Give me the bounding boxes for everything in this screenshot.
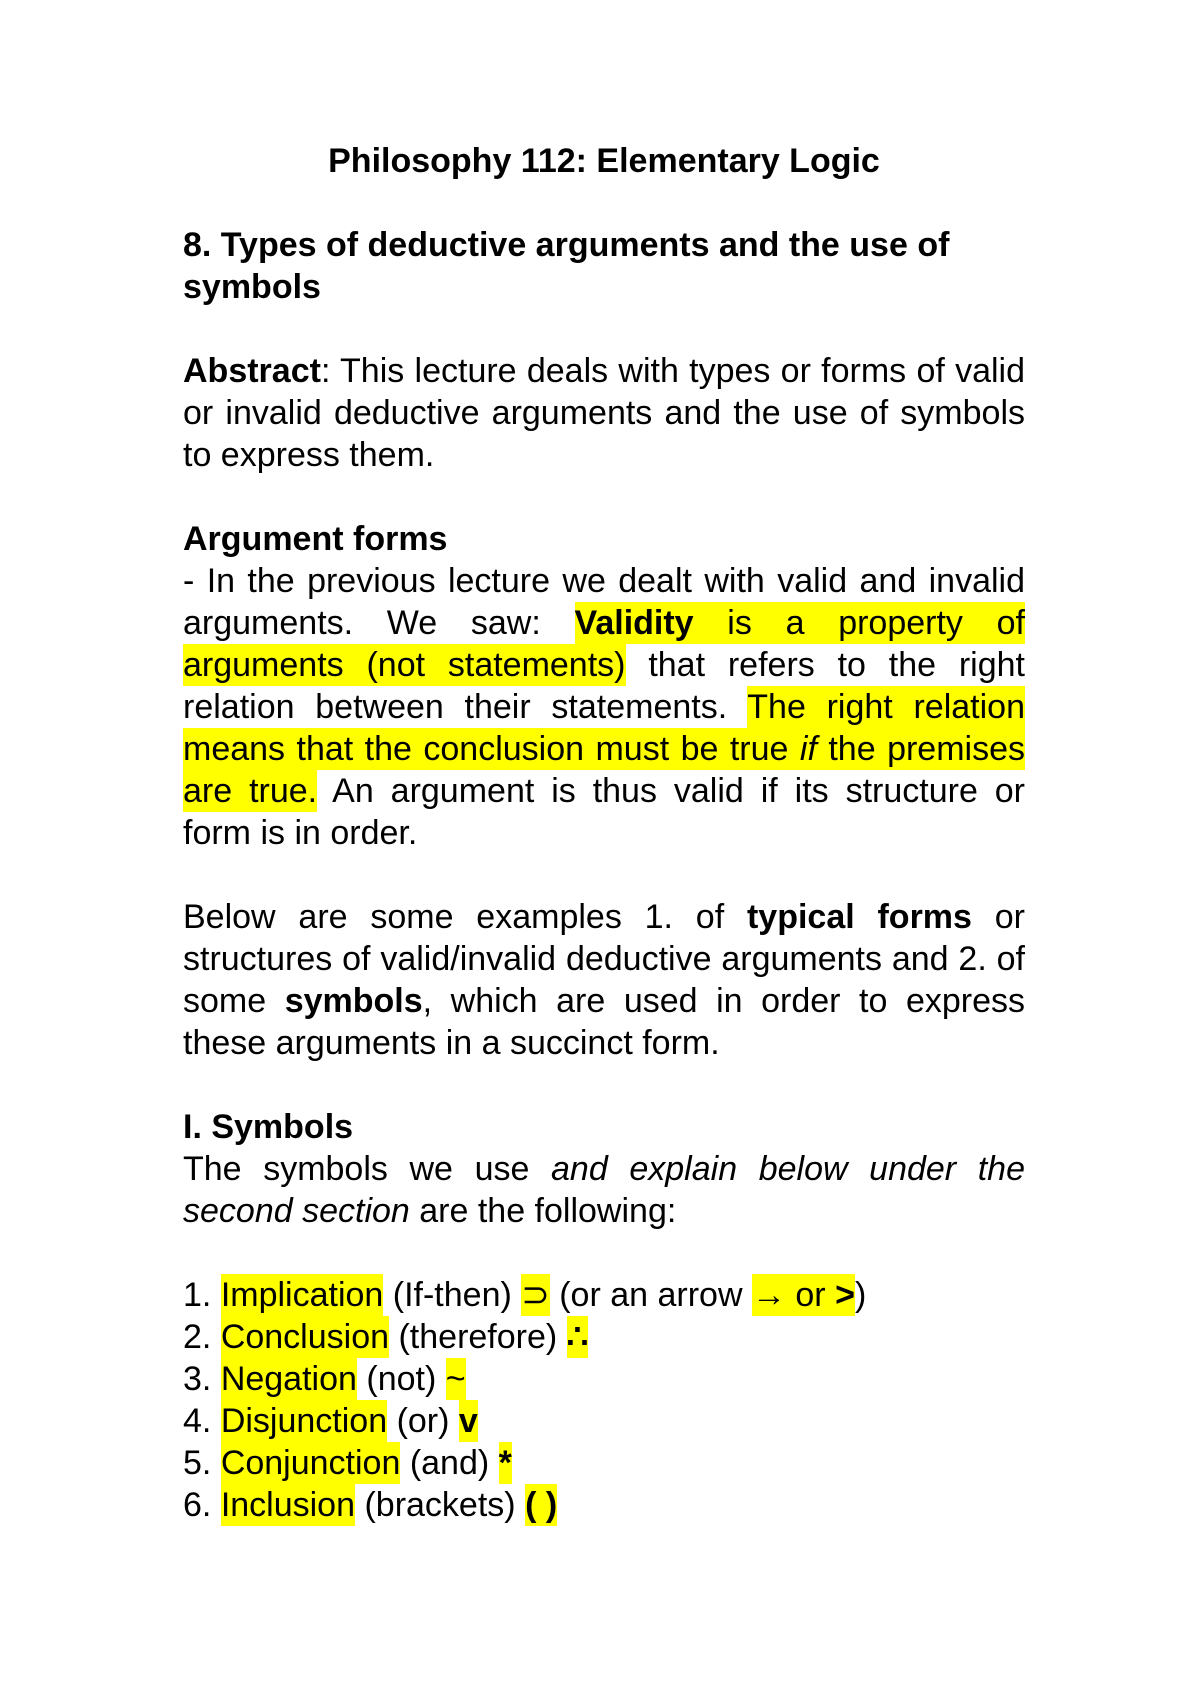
symbol-name: Disjunction bbox=[220, 1402, 388, 1440]
text-run: ) bbox=[854, 1276, 867, 1314]
implication-symbol: ⊃ bbox=[521, 1276, 550, 1314]
symbol-name: Conjunction bbox=[220, 1444, 401, 1482]
validity-term: Validity bbox=[574, 604, 694, 642]
disjunction-symbol: v bbox=[458, 1402, 478, 1440]
conjunction-symbol: * bbox=[498, 1444, 512, 1482]
symbols-intro bbox=[183, 1148, 1025, 1232]
text-run: or structures of valid/invalid deductive arguments and 2. of some bbox=[183, 898, 1025, 1020]
symbol-name: Conclusion bbox=[220, 1318, 390, 1356]
document-page bbox=[183, 140, 1025, 1526]
list-item bbox=[183, 1358, 1025, 1400]
symbols-list bbox=[183, 1274, 1025, 1526]
item-number: 5. bbox=[183, 1444, 221, 1482]
text-run: The right relation means that the conclusion must be true bbox=[183, 688, 1025, 768]
text-run: - In the previous lecture we dealt with valid and invalid arguments. We saw: bbox=[183, 562, 1025, 642]
text-run: → or bbox=[751, 1276, 836, 1314]
item-number: 4. bbox=[183, 1402, 221, 1440]
arrow-alternatives bbox=[752, 1274, 855, 1316]
document-title: Philosophy 112: Elementary Logic bbox=[328, 142, 880, 180]
symbols-heading: I. Symbols bbox=[183, 1108, 354, 1146]
list-item bbox=[183, 1316, 1025, 1358]
lecture-heading: 8. Types of deductive arguments and the use of symbols bbox=[183, 226, 950, 306]
therefore-symbol: ∴ bbox=[566, 1318, 589, 1356]
text-run: the premises are true. bbox=[183, 730, 1025, 810]
text-run: An argument is thus valid if its structure or form is in order. bbox=[183, 772, 1026, 852]
text-run: The symbols we use bbox=[183, 1150, 552, 1188]
text-run: is a property of arguments (not statements) bbox=[183, 604, 1025, 684]
list-item bbox=[183, 1274, 1025, 1316]
abstract-text: : This lecture deals with types or forms of valid or invalid deductive arguments and the use of symbols to express them. bbox=[183, 352, 1025, 474]
italic-run: and explain below under the second section bbox=[183, 1150, 1025, 1230]
negation-symbol: ~ bbox=[445, 1360, 466, 1398]
symbol-description: (or) bbox=[387, 1402, 459, 1440]
list-item bbox=[183, 1442, 1025, 1484]
abstract-paragraph bbox=[183, 350, 1025, 476]
symbol-description: (brackets) bbox=[355, 1486, 526, 1524]
item-number: 1. bbox=[183, 1276, 221, 1314]
item-number: 2. bbox=[183, 1318, 221, 1356]
if-emphasis: if bbox=[799, 730, 817, 768]
symbol-name: Implication bbox=[220, 1276, 384, 1314]
greater-than-symbol: > bbox=[835, 1276, 855, 1314]
argument-forms-heading: Argument forms bbox=[183, 520, 448, 558]
text-run: (or an arrow bbox=[549, 1276, 752, 1314]
item-number: 3. bbox=[183, 1360, 221, 1398]
examples-paragraph bbox=[183, 896, 1025, 1064]
abstract-label: Abstract bbox=[183, 352, 321, 390]
symbol-name: Inclusion bbox=[220, 1486, 356, 1524]
symbols-term: symbols bbox=[284, 982, 423, 1020]
argument-forms-paragraph bbox=[183, 560, 1025, 854]
symbol-description: (not) bbox=[356, 1360, 446, 1398]
list-item bbox=[183, 1400, 1025, 1442]
text-run: , which are used in order to express these arguments in a succinct form. bbox=[183, 982, 1025, 1062]
typical-forms-term: typical forms bbox=[746, 898, 972, 936]
symbol-description: (therefore) bbox=[389, 1318, 567, 1356]
inclusion-symbol: ( ) bbox=[525, 1486, 558, 1524]
symbol-name: Negation bbox=[220, 1360, 357, 1398]
symbol-description: (If-then) bbox=[383, 1276, 522, 1314]
text-run: that refers to the right relation between their statements. bbox=[183, 646, 1025, 726]
item-number: 6. bbox=[183, 1486, 221, 1524]
list-item bbox=[183, 1484, 1025, 1526]
text-run: Below are some examples 1. of bbox=[183, 898, 747, 936]
symbol-description: (and) bbox=[400, 1444, 499, 1482]
text-run: are the following: bbox=[409, 1192, 677, 1230]
